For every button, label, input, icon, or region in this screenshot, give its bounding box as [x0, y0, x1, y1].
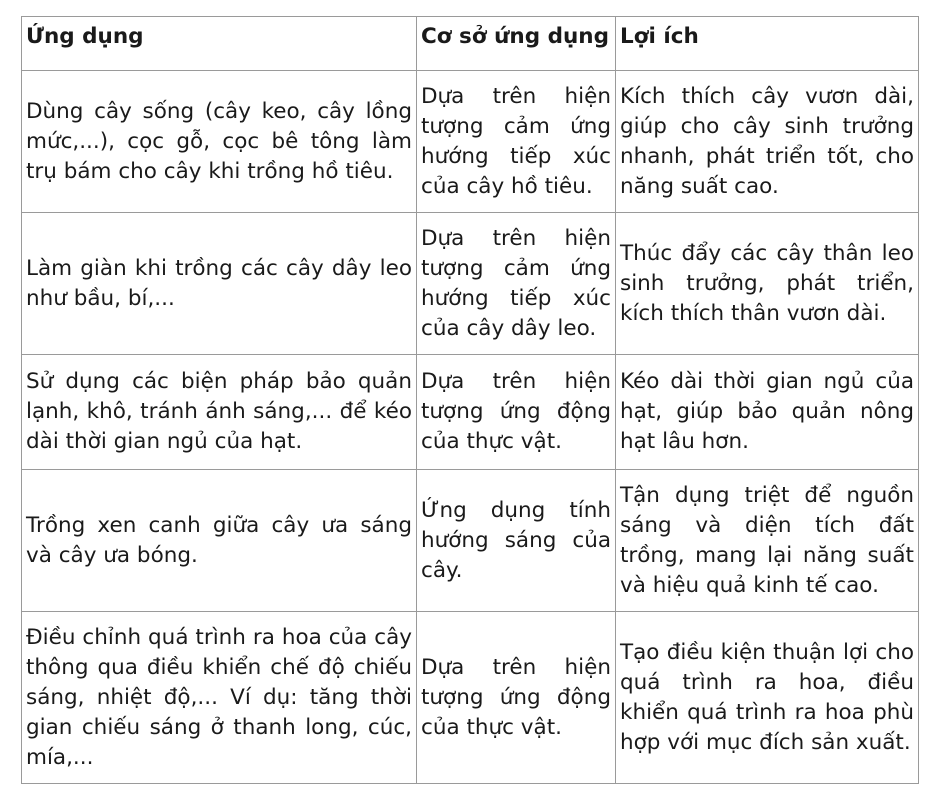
cell-loi-ich: Thúc đẩy các cây thân leo sinh trưởng, phát triển, kích thích thân vươn dài. — [616, 213, 919, 355]
table-row — [22, 612, 919, 784]
cell-co-so: Dựa trên hiện tượng cảm ứng hướng tiếp xúc của cây dây leo. — [417, 213, 616, 355]
cell-co-so: Dựa trên hiện tượng cảm ứng hướng tiếp xúc của cây hồ tiêu. — [417, 71, 616, 213]
cell-co-so: Ứng dụng tính hướng sáng của cây. — [417, 470, 616, 612]
table-header-row — [22, 17, 919, 71]
table-row — [22, 470, 919, 612]
cell-ung-dung: Dùng cây sống (cây keo, cây lồng mức,...), cọc gỗ, cọc bê tông làm trụ bám cho cây khi trồng hồ tiêu. — [22, 71, 417, 213]
cell-ung-dung: Sử dụng các biện pháp bảo quản lạnh, khô, tránh ánh sáng,... để kéo dài thời gian ngủ của hạt. — [22, 355, 417, 470]
cell-ung-dung: Điều chỉnh quá trình ra hoa của cây thông qua điều khiển chế độ chiếu sáng, nhiệt độ,... Ví dụ: tăng thời gian chiếu sáng ở thanh long, cúc, mía,... — [22, 612, 417, 784]
cell-loi-ich: Tạo điều kiện thuận lợi cho quá trình ra hoa, điều khiển quá trình ra hoa phù hợp với mục đích sản xuất. — [616, 612, 919, 784]
cell-loi-ich: Tận dụng triệt để nguồn sáng và diện tích đất trồng, mang lại năng suất và hiệu quả kinh tế cao. — [616, 470, 919, 612]
cell-ung-dung: Trồng xen canh giữa cây ưa sáng và cây ưa bóng. — [22, 470, 417, 612]
header-co-so: Cơ sở ứng dụng — [417, 17, 616, 71]
cell-co-so: Dựa trên hiện tượng ứng động của thực vật. — [417, 355, 616, 470]
cell-loi-ich: Kéo dài thời gian ngủ của hạt, giúp bảo quản nông hạt lâu hơn. — [616, 355, 919, 470]
header-loi-ich: Lợi ích — [616, 17, 919, 71]
table-row — [22, 213, 919, 355]
table-row — [22, 355, 919, 470]
application-table — [21, 16, 919, 784]
table-row — [22, 71, 919, 213]
cell-co-so: Dựa trên hiện tượng ứng động của thực vật. — [417, 612, 616, 784]
header-ung-dung: Ứng dụng — [22, 17, 417, 71]
cell-ung-dung: Làm giàn khi trồng các cây dây leo như bầu, bí,... — [22, 213, 417, 355]
cell-loi-ich: Kích thích cây vươn dài, giúp cho cây sinh trưởng nhanh, phát triển tốt, cho năng suất cao. — [616, 71, 919, 213]
